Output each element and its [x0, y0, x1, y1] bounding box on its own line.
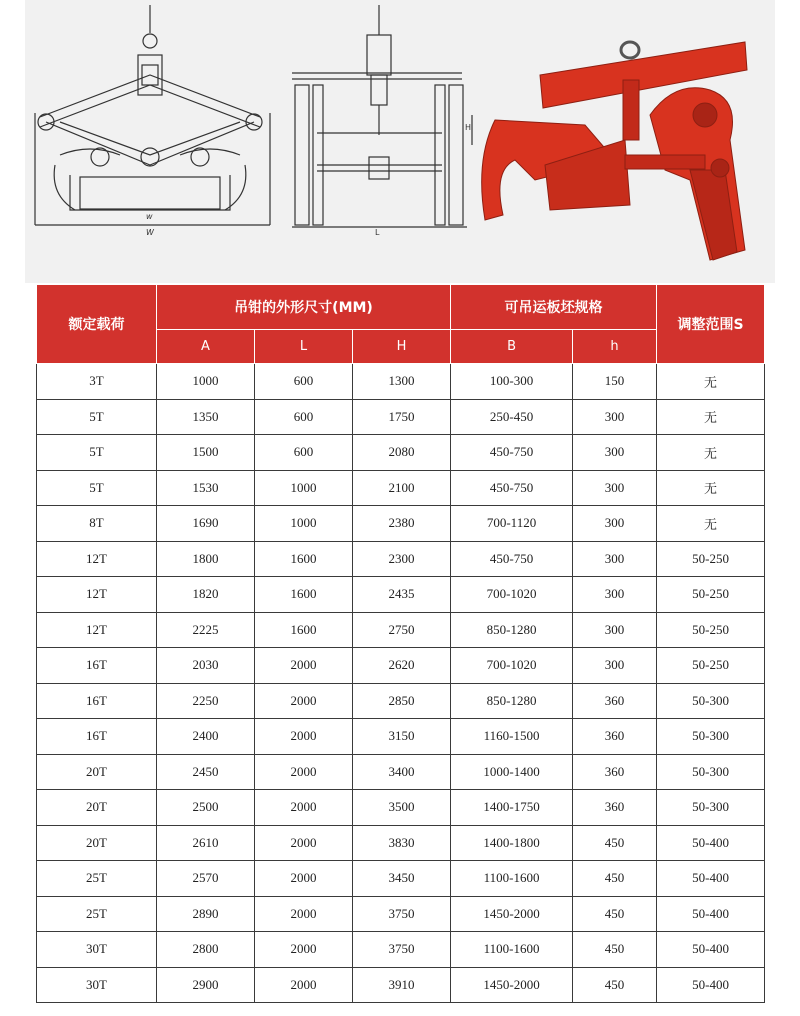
diagram-label-H: H: [465, 123, 472, 132]
cell-h: 300: [573, 541, 657, 577]
cell-h: 360: [573, 683, 657, 719]
cell-h: 450: [573, 932, 657, 968]
front-view-drawing: [30, 5, 280, 240]
cell-H: 2620: [353, 648, 451, 684]
cell-load: 16T: [37, 648, 157, 684]
cell-B: 850-1280: [451, 612, 573, 648]
cell-h: 360: [573, 719, 657, 755]
cell-L: 1000: [255, 506, 353, 542]
table-row: [37, 967, 765, 1003]
cell-H: 2300: [353, 541, 451, 577]
table-row: [37, 541, 765, 577]
cell-A: 1350: [157, 399, 255, 435]
table-row: [37, 648, 765, 684]
product-images-banner: [25, 0, 775, 283]
cell-load: 20T: [37, 825, 157, 861]
cell-S: 50-250: [657, 577, 765, 613]
cell-L: 2000: [255, 896, 353, 932]
cell-H: 1300: [353, 364, 451, 400]
cell-A: 1000: [157, 364, 255, 400]
cell-A: 1820: [157, 577, 255, 613]
cell-S: 无: [657, 435, 765, 471]
cell-H: 1750: [353, 399, 451, 435]
header-adjust-range: 调整范围S: [657, 285, 765, 364]
table-row: [37, 612, 765, 648]
cell-S: 50-300: [657, 719, 765, 755]
cell-B: 1100-1600: [451, 861, 573, 897]
table-row: [37, 790, 765, 826]
cell-B: 700-1120: [451, 506, 573, 542]
cell-B: 1100-1600: [451, 932, 573, 968]
table-row: [37, 932, 765, 968]
cell-A: 2500: [157, 790, 255, 826]
spec-table: [36, 284, 765, 1003]
cell-B: 700-1020: [451, 648, 573, 684]
table-row: [37, 399, 765, 435]
cell-L: 1000: [255, 470, 353, 506]
cell-B: 1450-2000: [451, 896, 573, 932]
cell-h: 300: [573, 577, 657, 613]
cell-L: 2000: [255, 932, 353, 968]
cell-B: 100-300: [451, 364, 573, 400]
cell-L: 2000: [255, 825, 353, 861]
cell-h: 450: [573, 896, 657, 932]
cell-S: 50-400: [657, 896, 765, 932]
cell-load: 5T: [37, 435, 157, 471]
cell-B: 850-1280: [451, 683, 573, 719]
cell-S: 50-400: [657, 861, 765, 897]
cell-A: 2570: [157, 861, 255, 897]
cell-S: 无: [657, 506, 765, 542]
cell-H: 3750: [353, 932, 451, 968]
cell-load: 16T: [37, 719, 157, 755]
cell-h: 300: [573, 506, 657, 542]
cell-H: 3750: [353, 896, 451, 932]
cell-B: 450-750: [451, 435, 573, 471]
cell-h: 300: [573, 612, 657, 648]
cell-A: 2400: [157, 719, 255, 755]
cell-L: 1600: [255, 612, 353, 648]
cell-h: 300: [573, 470, 657, 506]
table-row: [37, 506, 765, 542]
cell-load: 12T: [37, 612, 157, 648]
cell-L: 2000: [255, 719, 353, 755]
cell-H: 3830: [353, 825, 451, 861]
cell-L: 600: [255, 399, 353, 435]
cell-B: 250-450: [451, 399, 573, 435]
side-view-drawing: [287, 5, 482, 240]
table-row: [37, 577, 765, 613]
cell-H: 3400: [353, 754, 451, 790]
cell-h: 150: [573, 364, 657, 400]
cell-L: 2000: [255, 967, 353, 1003]
cell-A: 2900: [157, 967, 255, 1003]
header-col-h: h: [573, 330, 657, 364]
diagram-label-L: L: [375, 228, 380, 237]
header-slab-spec: 可吊运板坯规格: [451, 285, 657, 330]
cell-H: 2100: [353, 470, 451, 506]
cell-L: 2000: [255, 861, 353, 897]
table-row: [37, 683, 765, 719]
cell-L: 2000: [255, 754, 353, 790]
cell-load: 12T: [37, 541, 157, 577]
cell-H: 2380: [353, 506, 451, 542]
cell-load: 16T: [37, 683, 157, 719]
cell-B: 700-1020: [451, 577, 573, 613]
cell-load: 3T: [37, 364, 157, 400]
cell-H: 3500: [353, 790, 451, 826]
cell-h: 450: [573, 967, 657, 1003]
cell-L: 2000: [255, 790, 353, 826]
cell-S: 50-250: [657, 612, 765, 648]
cell-load: 5T: [37, 399, 157, 435]
cell-H: 3150: [353, 719, 451, 755]
cell-H: 3910: [353, 967, 451, 1003]
header-col-B: B: [451, 330, 573, 364]
table-row: [37, 364, 765, 400]
table-row: [37, 754, 765, 790]
cell-S: 50-400: [657, 825, 765, 861]
cell-load: 30T: [37, 932, 157, 968]
cell-S: 50-400: [657, 932, 765, 968]
table-row: [37, 896, 765, 932]
cell-B: 450-750: [451, 470, 573, 506]
cell-H: 2080: [353, 435, 451, 471]
cell-h: 450: [573, 825, 657, 861]
header-col-H: H: [353, 330, 451, 364]
cell-A: 2030: [157, 648, 255, 684]
cell-S: 无: [657, 470, 765, 506]
header-dimensions: 吊钳的外形尺寸(MM): [157, 285, 451, 330]
cell-h: 300: [573, 399, 657, 435]
cell-h: 450: [573, 861, 657, 897]
cell-S: 50-300: [657, 683, 765, 719]
header-col-L: L: [255, 330, 353, 364]
header-load: 额定载荷: [37, 285, 157, 364]
cell-h: 300: [573, 435, 657, 471]
cell-load: 20T: [37, 754, 157, 790]
cell-S: 50-300: [657, 754, 765, 790]
cell-L: 1600: [255, 541, 353, 577]
diagram-label-w: w: [146, 212, 153, 221]
cell-H: 2850: [353, 683, 451, 719]
cell-B: 1160-1500: [451, 719, 573, 755]
table-row: [37, 719, 765, 755]
cell-L: 600: [255, 435, 353, 471]
cell-A: 1500: [157, 435, 255, 471]
table-row: [37, 435, 765, 471]
cell-load: 5T: [37, 470, 157, 506]
cell-L: 1600: [255, 577, 353, 613]
cell-L: 2000: [255, 683, 353, 719]
table-row: [37, 861, 765, 897]
cell-B: 1450-2000: [451, 967, 573, 1003]
cell-load: 25T: [37, 896, 157, 932]
cell-S: 50-400: [657, 967, 765, 1003]
cell-A: 1530: [157, 470, 255, 506]
cell-L: 600: [255, 364, 353, 400]
cell-A: 2450: [157, 754, 255, 790]
cell-A: 2610: [157, 825, 255, 861]
table-row: [37, 825, 765, 861]
cell-S: 无: [657, 399, 765, 435]
cell-S: 无: [657, 364, 765, 400]
cell-load: 25T: [37, 861, 157, 897]
cell-load: 8T: [37, 506, 157, 542]
diagram-label-W: W: [146, 228, 154, 237]
red-clamp-photo: [475, 20, 765, 270]
cell-B: 1000-1400: [451, 754, 573, 790]
cell-B: 1400-1750: [451, 790, 573, 826]
cell-h: 300: [573, 648, 657, 684]
cell-H: 3450: [353, 861, 451, 897]
cell-B: 1400-1800: [451, 825, 573, 861]
header-col-A: A: [157, 330, 255, 364]
cell-h: 360: [573, 790, 657, 826]
cell-A: 2890: [157, 896, 255, 932]
cell-A: 1800: [157, 541, 255, 577]
cell-A: 2250: [157, 683, 255, 719]
cell-S: 50-300: [657, 790, 765, 826]
cell-A: 2225: [157, 612, 255, 648]
cell-A: 1690: [157, 506, 255, 542]
cell-A: 2800: [157, 932, 255, 968]
cell-load: 20T: [37, 790, 157, 826]
cell-H: 2750: [353, 612, 451, 648]
cell-S: 50-250: [657, 648, 765, 684]
cell-L: 2000: [255, 648, 353, 684]
cell-H: 2435: [353, 577, 451, 613]
cell-load: 12T: [37, 577, 157, 613]
table-row: [37, 470, 765, 506]
cell-load: 30T: [37, 967, 157, 1003]
cell-B: 450-750: [451, 541, 573, 577]
cell-S: 50-250: [657, 541, 765, 577]
cell-h: 360: [573, 754, 657, 790]
